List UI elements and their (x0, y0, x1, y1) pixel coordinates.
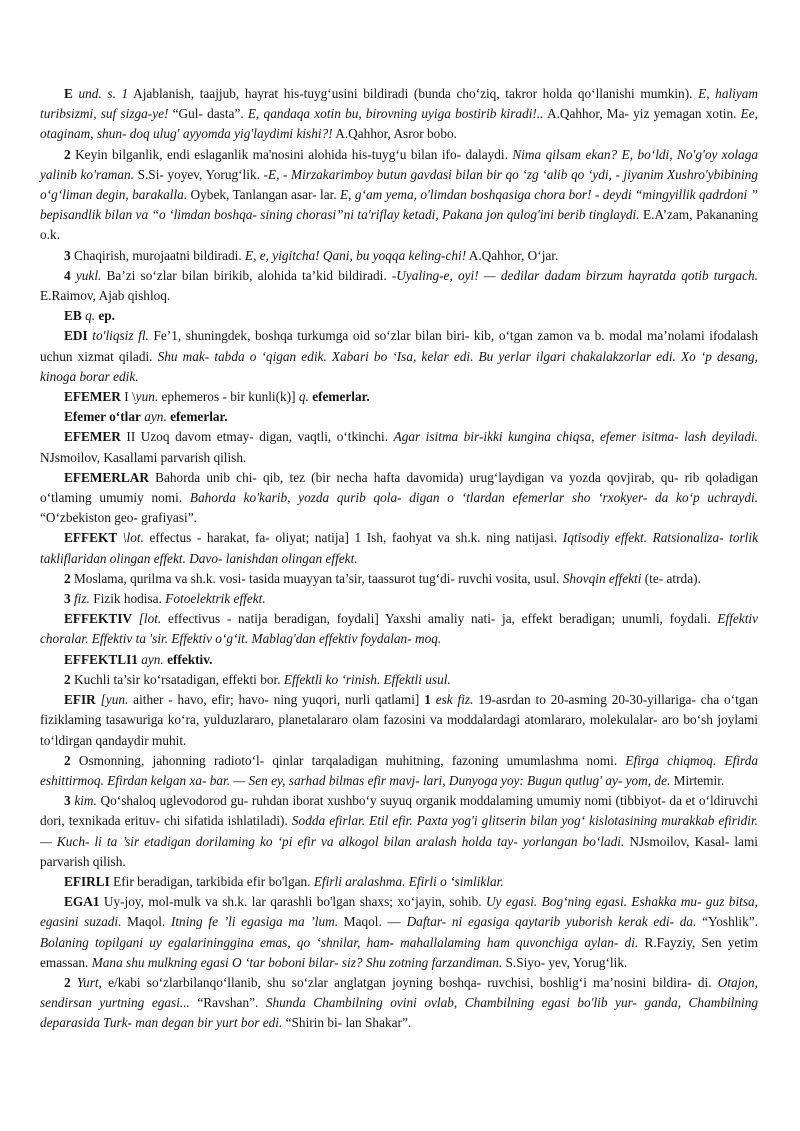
entry-text: aither - havo, efir; havo- ning yuqori, nurli qatlami] (128, 692, 425, 708)
entry-text: effectivus - natija beradigan, foydali] Yaxshi amaliy nati- ja, effekt beradigan; unumli, foydali. (161, 611, 718, 627)
dictionary-entry (40, 609, 758, 649)
entry-italic-text: E, qandaqa xotin bu, birovning uyiga bostirib kiradi!.. (247, 106, 544, 122)
entry-text: E.Raimov, Ajab qishloq. (40, 288, 171, 304)
dictionary-entry (40, 791, 758, 872)
entry-italic-text: Shu mak- tabda o ‘qigan edik. Xabari bo ‘Isa, kelar edi. Bu yerlar ilgari chakalakzorlar edi. Xo ‘p desang, kinoga borar edik. (40, 348, 758, 384)
entry-text: Osmonning, jahonning radioto‘l- qinlar tarqaladigan muhitning, fazoning umumlashma nomi. (70, 752, 626, 768)
entry-headword: 3 (64, 247, 71, 263)
dictionary-entry (40, 528, 758, 568)
entry-text: NJsmoilov, Kasallami parvarish qilish. (40, 449, 247, 465)
entry-italic-text: esk fiz. (430, 692, 474, 708)
dictionary-entry (40, 973, 758, 1034)
entry-text: “O‘zbekiston geo- grafiyasi”. (40, 510, 197, 526)
entry-headword: EB (64, 308, 82, 324)
entry-text: Maqol. (121, 914, 171, 930)
dictionary-entry (40, 872, 758, 892)
entry-italic-text: yun. (135, 389, 159, 405)
entry-headword: Efemer o‘tlar (64, 409, 141, 425)
entry-italic-text: Iqtisodiy effekt. Ratsionaliza- torlik takliflaridan olingan effekt. Davo- lanishdan olingan effekt. (40, 530, 758, 566)
dictionary-entry (40, 326, 758, 387)
entry-italic-text: q. (81, 308, 96, 324)
entry-italic-text: [yun. (95, 692, 129, 708)
entry-italic-text: Uy egasi. Bog‘ning egasi. Eshakka mu- guz bitsa, egasini suzadi. (40, 894, 758, 930)
entry-italic-text: [lot. (131, 611, 162, 627)
entry-text: NJsmoilov, Kasal- lami parvarish qilish. (40, 833, 758, 869)
entry-text: Moslama, qurilma va sh.k. vosi- tasida muayyan ta’sir, taassurot tug‘di- ruvchi vosita, usul. (70, 570, 563, 586)
entry-text: “Gul- dasta”. (168, 106, 248, 122)
entry-headword: EFFEKTLI1 (64, 651, 138, 667)
entry-headword: 3 (64, 793, 71, 809)
entry-italic-text: q. (298, 389, 309, 405)
entry-headword: EFEMER (64, 429, 121, 445)
entry-italic-text: Bolaning topilgani uy egalarininggina emas, qo ‘shnilar, ham- mahallalaming ham quvonchiga aylan- di. (40, 934, 639, 950)
entry-headword: 2 (64, 752, 71, 768)
dictionary-entry (40, 650, 758, 670)
entry-headword: EFIR (64, 692, 96, 708)
entry-headword: 2 (64, 974, 71, 990)
entry-text: Maqol. — (338, 914, 407, 930)
entry-italic-text: Itning fe ’li egasiga ma ’lum. (170, 914, 339, 930)
entry-italic-text: E, haliyam turibsizmi, suf sizga-ye! (40, 86, 759, 122)
entry-text: E.A’zam, Pakananing o.k. (40, 207, 758, 243)
entry-headword: efemerlar. (166, 409, 228, 425)
entry-text: S.Siyo- yev, Yorug‘lik. (502, 954, 628, 970)
entry-text: 19-asrdan to 20-asming 20-30-yillariga- cha o‘tgan fiziklaming tasawuriga ko‘ra, yulduzlararo, planetalararo olam fazosini va moddalardagi atomlararo, molekulalar- aro bo‘sh joylami to‘ldirgan qandaydir muhit. (40, 692, 758, 748)
dictionary-entry (40, 589, 758, 609)
entry-headword: EFIRLI (64, 873, 110, 889)
dictionary-entry (40, 145, 758, 246)
dictionary-entry (40, 84, 758, 145)
entry-headword: 2 (64, 671, 71, 687)
entry-italic-text: Yurt, (70, 974, 102, 990)
entry-text: “Ravshan”. (189, 995, 266, 1011)
entry-headword: E (64, 86, 73, 101)
entry-italic-text: Ee, otaginam, shun- doq ulug' ayyomda yig'laydimi kishi?! (40, 106, 758, 142)
entry-italic-text: ayn. (140, 409, 167, 425)
entry-text: R.Fayziy, Sen yetim emassan. (40, 934, 759, 970)
dictionary-entry (40, 407, 758, 427)
entry-headword: 1 (424, 692, 431, 708)
entry-text: “Yoshlik”. (696, 914, 759, 930)
dictionary-entry (40, 468, 758, 529)
entry-headword: 4 (64, 267, 71, 283)
entry-italic-text: Shunda Chambilning ovini ovlab, Chambilning egasi bo'lib yur- ganda, Chambilning deparasida Turk- man degan bir yurt bor edi. (40, 995, 758, 1031)
entry-italic-text: yukl. (70, 267, 102, 283)
entry-headword: EFEMER (64, 389, 121, 405)
entry-text: II Uzoq davom etmay- digan, vaqtli, o‘tkinchi. (120, 429, 394, 445)
entry-italic-text: und. s. 1 (72, 86, 129, 101)
entry-headword: effektiv. (163, 651, 213, 667)
entry-text: “Shirin bi- lan Shakar”. (282, 1015, 412, 1031)
entry-italic-text: Bahorda ko'karib, yozda qurib qola- digan o ‘tlardan efemerlar sho ‘rxokyer- da ko‘p uchraydi. (189, 490, 758, 506)
entry-italic-text: Efirli aralashma. Efirli o ‘simliklar. (313, 873, 504, 889)
entry-text: effectus - harakat, fa- oliyat; natija] 1 Ish, faohyat va sh.k. ning natijasi. (143, 530, 563, 546)
entry-italic-text: -E, - Mirzakarimboy butun gavdasi bilan bir qo ‘zg ‘alib qo ‘ydi, - jiyanim Xushro'ybibining o‘g‘liman degin, barakalla. (40, 166, 758, 203)
entry-text: Qo‘shaloq uglevodorod gu- ruhdan iborat xushbo‘y suyuq organik moddalaming umumiy nomi (tibbiyot- da et o‘ldiruvchi dori, texnikada erituv- chi sifatida ishlatiladi). (40, 793, 758, 829)
entry-text: A.Qahhor, Ma- yiz yemagan xotin. (543, 106, 741, 122)
entry-italic-text: E, e, yigitcha! Qani, bu yoqqa keling-chi! (244, 247, 467, 263)
entry-text: A.Qahhor, O‘jar. (466, 247, 559, 263)
entry-italic-text: to'liqsiz fl. (87, 328, 149, 344)
entry-italic-text: fiz. (70, 591, 90, 607)
entry-text: ephemeros - bir kunli(k)] (158, 389, 299, 405)
entry-italic-text: Shovqin effekti (562, 570, 642, 586)
entry-text: Ajablanish, taajjub, hayrat his-tuyg‘usini bildiradi (bunda cho‘ziq, takror holda qo‘llanishi mumkin). (128, 86, 699, 101)
entry-italic-text: kim. (70, 793, 97, 809)
entry-text: Ba’zi so‘zlar bilan birikib, alohida ta’kid bildiradi. (101, 267, 392, 283)
entry-text: Efir beradigan, tarkibida efir bo'lgan. (109, 873, 314, 889)
dictionary-entry (40, 569, 758, 589)
entry-headword: 2 (64, 146, 71, 162)
entry-headword: EDI (64, 328, 88, 344)
entry-text: A.Qahhor, Asror bobo. (332, 126, 457, 142)
entry-italic-text: Daftar- ni egasiga qaytarib yuborish kerak edi- da. (406, 914, 697, 930)
dictionary-entry (40, 266, 758, 306)
dictionary-entry (40, 246, 758, 266)
entry-italic-text: -Uyaling-e, oyi! — dedilar dadam birzum hayratda qotib turgach. (391, 267, 759, 283)
entry-italic-text: Effektiv choralar. Effektiv ta 'sir. Effektiv o‘g‘it. Mablag'dan effektiv foydalan- moq. (40, 611, 758, 647)
entry-italic-text: Agar isitma bir-ikki kungina chiqsa, efemer isitma- lash deyiladi. (393, 429, 758, 445)
entry-italic-text: ayn. (137, 651, 164, 667)
entry-text: (te- atrda). (641, 570, 701, 586)
dictionary-entry (40, 306, 758, 326)
entry-italic-text: Nima qilsam ekan? E, bo‘ldi, No'g'oy xolaga yalinib ko'raman. (40, 146, 758, 182)
dictionary-page (40, 84, 758, 1034)
entry-italic-text: Sodda efirlar. Etil efir. Paxta yog'i glitserin bilan yog‘ kislotasining murakkab efiridir. — Kuch- li ta ’sir etadigan dorilaming ko ‘pi efir va alkogol bilan aralash holda tay- yorlangan bo‘ladi. (40, 813, 758, 849)
entry-text: I \ (120, 389, 136, 405)
entry-text: Mirtemir. (670, 772, 725, 788)
entry-headword: efemerlar. (308, 389, 370, 405)
dictionary-entry (40, 751, 758, 791)
entry-headword: ep. (95, 308, 115, 324)
dictionary-entry (40, 690, 758, 751)
entry-italic-text: Otajon, sendirsan yurtning egasi... (40, 974, 758, 1011)
entry-text: Uy-joy, mol-mulk va sh.k. lar qarashli bo'lgan shaxs; xo‘jayin, sohib. (99, 894, 486, 910)
entry-headword: EFFEKTIV (64, 611, 132, 627)
entry-text: Oybek, Tanlangan asar- lar. (187, 187, 341, 203)
dictionary-entry (40, 387, 758, 407)
entry-text: S.Si- yoyev, Yorug‘lik. (133, 166, 264, 182)
entry-italic-text: E, g‘am yema, o'limdan boshqasiga chora bor! - deydi “mingyillik qadrdoni ” bepisandlik bilan va “o ‘limdan boshqa- sining chorasi”ni ta'riflay ketadi, Pakana jon qulog'ini berib tinglaydi. (40, 187, 758, 223)
dictionary-entry (40, 892, 758, 973)
entry-text: e/kabi so‘zlarbilanqo‘llanib, shu so‘zlar anglatgan joyning boshqa- ruvchisi, boshlig‘i ma’nosini bildira- di. (101, 974, 718, 990)
entry-italic-text: Fotoelektrik effekt. (165, 591, 266, 607)
entry-headword: EFFEKT (64, 530, 118, 546)
entry-text: Bahorda unib chi- qib, tez (bir necha hafta davomida) urug‘laydigan va yozda qovjirab, qu- rib qoladigan o‘tlaming umumiy nomi. (40, 469, 758, 506)
entry-text: Fe’1, shuningdek, boshqa turkumga oid so‘zlar bilan biri- kib, o‘tgan zamon va b. modal ma’nolami ifodalash uchun xizmat qiladi. (40, 328, 758, 364)
entry-italic-text: Efirga chiqmoq. Efirda eshittirmoq. Efirdan kelgan xa- bar. — Sen ey, sarhad bilmas efir mavj- lari, Dunyoga yoy: Bugun qutlug' ay- yom, de. (40, 752, 759, 788)
entry-text: Fizik hodisa. (89, 591, 166, 607)
entry-text: Keyin bilganlik, endi eslaganlik ma'nosini alohida his-tuyg‘u bilan ifo- dalaydi. (70, 146, 513, 162)
entry-italic-text: Mana shu mulkning egasi O ‘tar boboni bilar- siz? Shu zotning farzandiman. (91, 954, 503, 970)
dictionary-entry (40, 670, 758, 690)
entry-headword: 3 (64, 591, 71, 607)
entry-headword: 2 (64, 570, 71, 586)
entry-text: Chaqirish, murojaatni bildiradi. (70, 247, 245, 263)
entry-text: Kuchli ta’sir ko‘rsatadigan, effekti bor. (70, 671, 284, 687)
dictionary-entry (40, 427, 758, 467)
entry-headword: EFEMERLAR (64, 469, 149, 485)
entry-italic-text: \lot. (117, 530, 144, 546)
entry-italic-text: Effektli ko ‘rinish. Effektli usul. (283, 671, 451, 687)
entry-headword: EGA1 (64, 894, 100, 910)
